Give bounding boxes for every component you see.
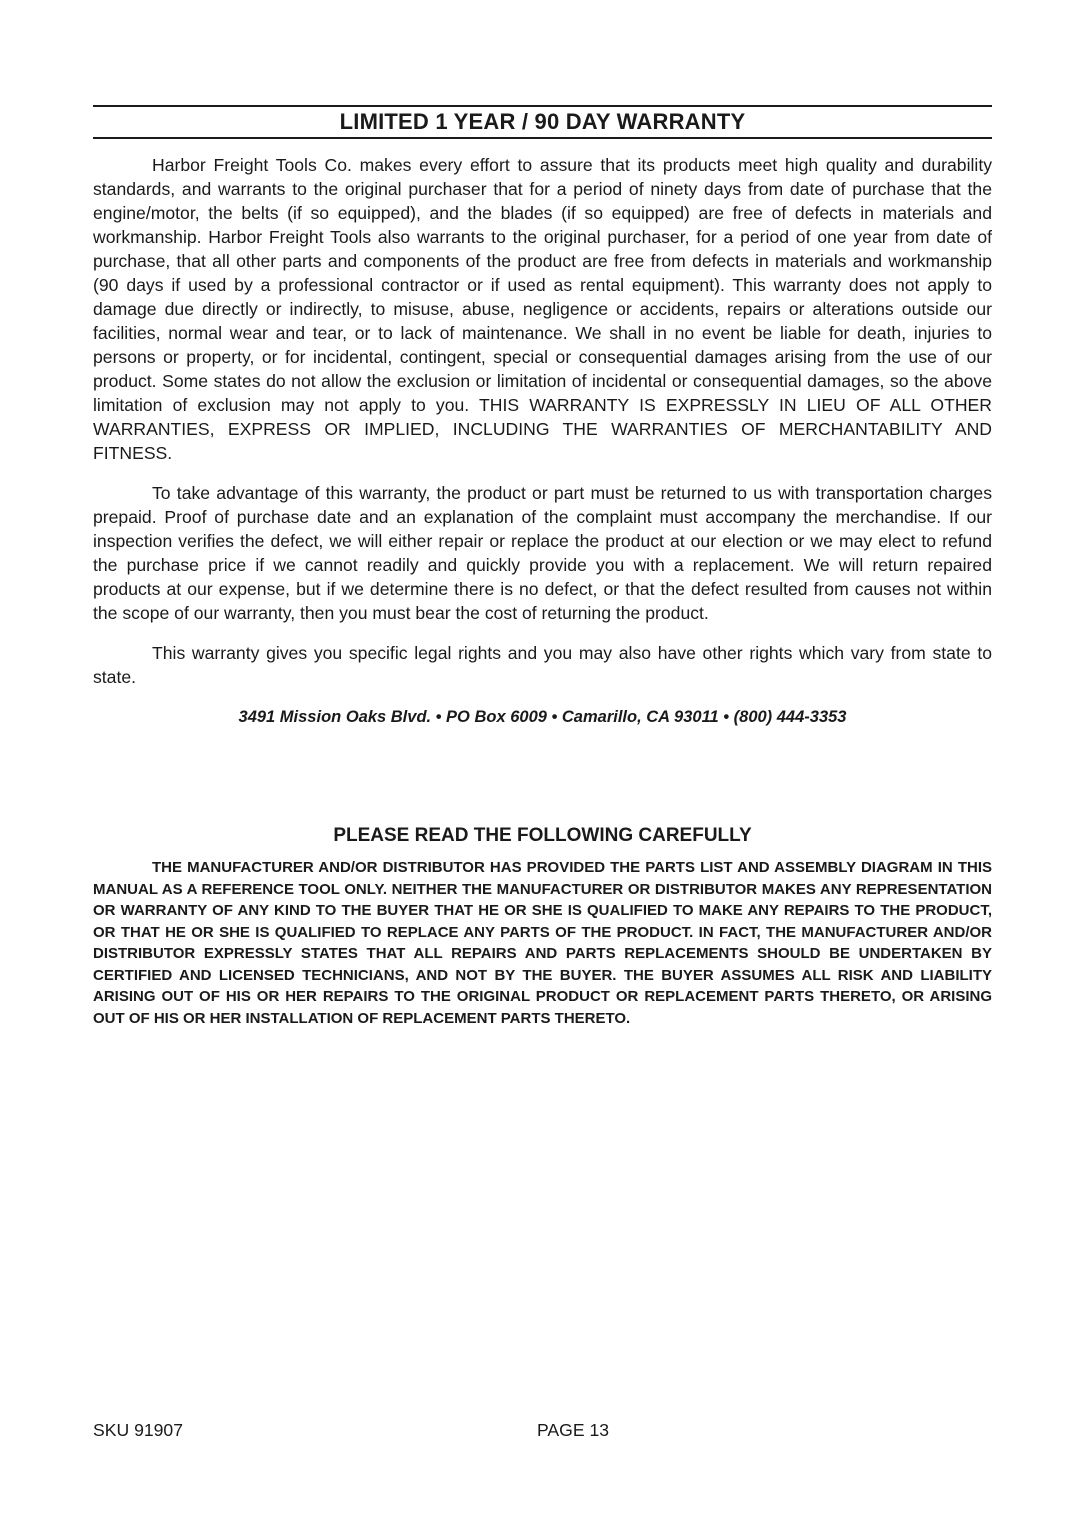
notice-body: THE MANUFACTURER AND/OR DISTRIBUTOR HAS PROVIDED THE PARTS LIST AND ASSEMBLY DIAGRAM IN THIS MANUAL AS A REFERENCE TOOL ONLY. NEITHER THE MANUFACTURER OR DISTRIBUTOR MAKES ANY REPRESENTATION OR WARRANTY OF ANY KIND TO THE BUYER THAT HE OR SHE IS QUALIFIED TO MAKE ANY REPAIRS TO THE PRODUCT, OR THAT HE OR SHE IS QUALIFIED TO REPLACE ANY PARTS OF THE PRODUCT. IN FACT, THE MANUFACTURER AND/OR DISTRIBUTOR EXPRESSLY STATES THAT ALL REPAIRS AND PARTS REPLACEMENTS SHOULD BE UNDERTAKEN BY CERTIFIED AND LICENSED TECHNICIANS, AND NOT BY THE BUYER. THE BUYER ASSUMES ALL RISK AND LIABILITY ARISING OUT OF HIS OR HER REPAIRS TO THE ORIGINAL PRODUCT OR REPLACEMENT PARTS THERETO, OR ARISING OUT OF HIS OR HER INSTALLATION OF REPLACEMENT PARTS THERETO. [93, 859, 992, 1027]
title-underline-rule [93, 137, 992, 139]
warranty-paragraph-3: This warranty gives you specific legal rights and you may also have other rights which vary from state to state. [93, 643, 992, 687]
notice-title: PLEASE READ THE FOLLOWING CAREFULLY [333, 825, 752, 846]
warranty-paragraph-1: Harbor Freight Tools Co. makes every effort to assure that its products meet high quality and durability standards, and warrants to the original purchaser that for a period of ninety days from date of purchase that the engine/motor, the belts (if so equipped), and the blades (if so equipped) are free of defects in materials and workmanship. Harbor Freight Tools also warrants to the original purchaser, for a period of one year from date of purchase, that all other parts and components of the product are free from defects in materials and workmanship (90 days if used by a professional contractor or if used as rental equipment). This warranty does not apply to damage due directly or indirectly, to misuse, abuse, negligence or accidents, repairs or alterations outside our facilities, normal wear and tear, or to lack of maintenance. We shall in no event be liable for death, injuries to persons or property, or for incidental, contingent, special or consequential damages arising from the use of our product. Some states do not allow the exclusion or limitation of incidental or consequential damages, so the above limitation of exclusion may not apply to you. THIS WARRANTY IS EXPRESSLY IN LIEU OF ALL OTHER WARRANTIES, EXPRESS OR IMPLIED, INCLUDING THE WARRANTIES OF MERCHANTABILITY AND FITNESS. [93, 155, 992, 463]
warranty-paragraph-2: To take advantage of this warranty, the product or part must be returned to us with transportation charges prepaid. Proof of purchase date and an explanation of the complaint must accompany the merchandise. If our inspection verifies the defect, we will either repair or replace the product at our election or we may elect to refund the purchase price if we cannot readily and quickly provide you with a replacement. We will return repaired products at our expense, but if we determine there is no defect, or that the defect resulted from causes not within the scope of our warranty, then you must bear the cost of returning the product. [93, 483, 992, 623]
page-number: PAGE 13 [537, 1420, 610, 1440]
document-page [93, 105, 992, 1029]
sku-label: SKU 91907 [93, 1420, 183, 1440]
company-address: 3491 Mission Oaks Blvd. • PO Box 6009 • Camarillo, CA 93011 • (800) 444-3353 [238, 708, 847, 726]
warranty-title: LIMITED 1 YEAR / 90 DAY WARRANTY [339, 109, 746, 134]
